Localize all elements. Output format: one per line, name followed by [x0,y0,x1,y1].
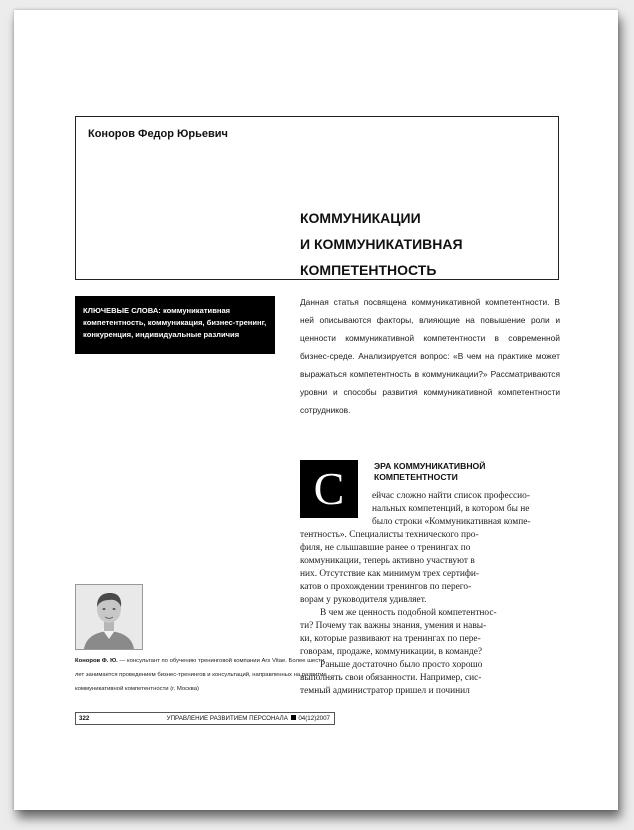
journal-name: УПРАВЛЕНИЕ РАЗВИТИЕМ ПЕРСОНАЛА [166,715,288,722]
title-line: И КОММУНИКАТИВНАЯ [300,236,463,252]
author-bio [75,654,333,696]
title-line: КОМПЕТЕНТНОСТЬ [300,262,437,278]
heading-line: ЭРА КОММУНИКАТИВНОЙ [374,461,486,471]
body-line: филя, не слышавшие ранее о тренингах по [300,543,471,553]
body-line: ворам у руководителя удивляет. [300,595,427,605]
author-photo [75,584,143,650]
page-number: 322 [79,715,90,722]
body-line: коммуникации, теперь активно участвуют в [300,556,475,566]
author-name: Коноров Федор Юрьевич [88,128,228,140]
body-line: говорам, продаже, коммуникации, в команде? [300,647,483,657]
body-line: ки, которые развивают на тренингах по пере- [300,634,481,644]
issue-number: 04(12)2007 [298,715,330,722]
body-line: темный администратор пришел и починил [300,686,470,696]
body-line: выполнять свои обязанности. Например, сис- [300,673,482,683]
title-line: КОММУНИКАЦИИ [300,210,421,226]
page-footer [75,712,335,725]
drop-cap: С [300,460,358,518]
keywords-box: КЛЮЧЕВЫЕ СЛОВА: коммуникативная компетентность, коммуникация, бизнес-тренинг, конкуренция, индивидуальные различия [75,296,275,354]
body-line: ти? Почему так важны знания, умения и навы- [300,621,487,631]
author-portrait-image [76,585,142,649]
body-line: было строки «Коммуникативная компе- [372,517,531,527]
heading-line: КОМПЕТЕНТНОСТИ [374,472,458,482]
body-line: нальных компетенций, в котором бы не [372,504,530,514]
journal-info [167,715,330,722]
body-line: них. Отсутствие как минимум трех сертифи- [300,569,480,579]
body-line: Раньше достаточно было просто хорошо [320,660,483,670]
author-bio-name: Коноров Ф. Ю. [75,658,118,664]
article-header-box [75,116,559,280]
article-body [300,490,560,698]
abstract: Данная статья посвящена коммуникативной компетентности. В ней описываются факторы, влияющие на повышение роли и ценности коммуникативной компетентности в современной бизнес-среде. Анализируется вопрос: «В чем на практике может выражаться компетентность в коммуникации?» Рассматриваются уровни и способы развития коммуникативной компетентности сотрудников. [300,297,560,415]
body-line: тентность». Специалисты технического про- [300,530,479,540]
body-line: В чем же ценность подобной компетентнос- [320,608,497,618]
author-bio-text: — консультант по обучению тренинговой компании Ars Vitae. Более шести лет занимается проведением бизнес-тренингов и консультаций, направленных на развитие коммуникативной компетентности (г. Москва) [75,658,327,692]
section-heading [374,461,485,483]
journal-page [14,10,618,810]
article-title [300,205,463,283]
body-line: ейчас сложно найти список профессио- [372,491,530,501]
square-bullet-icon [291,715,296,720]
body-line: катов о прохождении тренингов по перего- [300,582,472,592]
